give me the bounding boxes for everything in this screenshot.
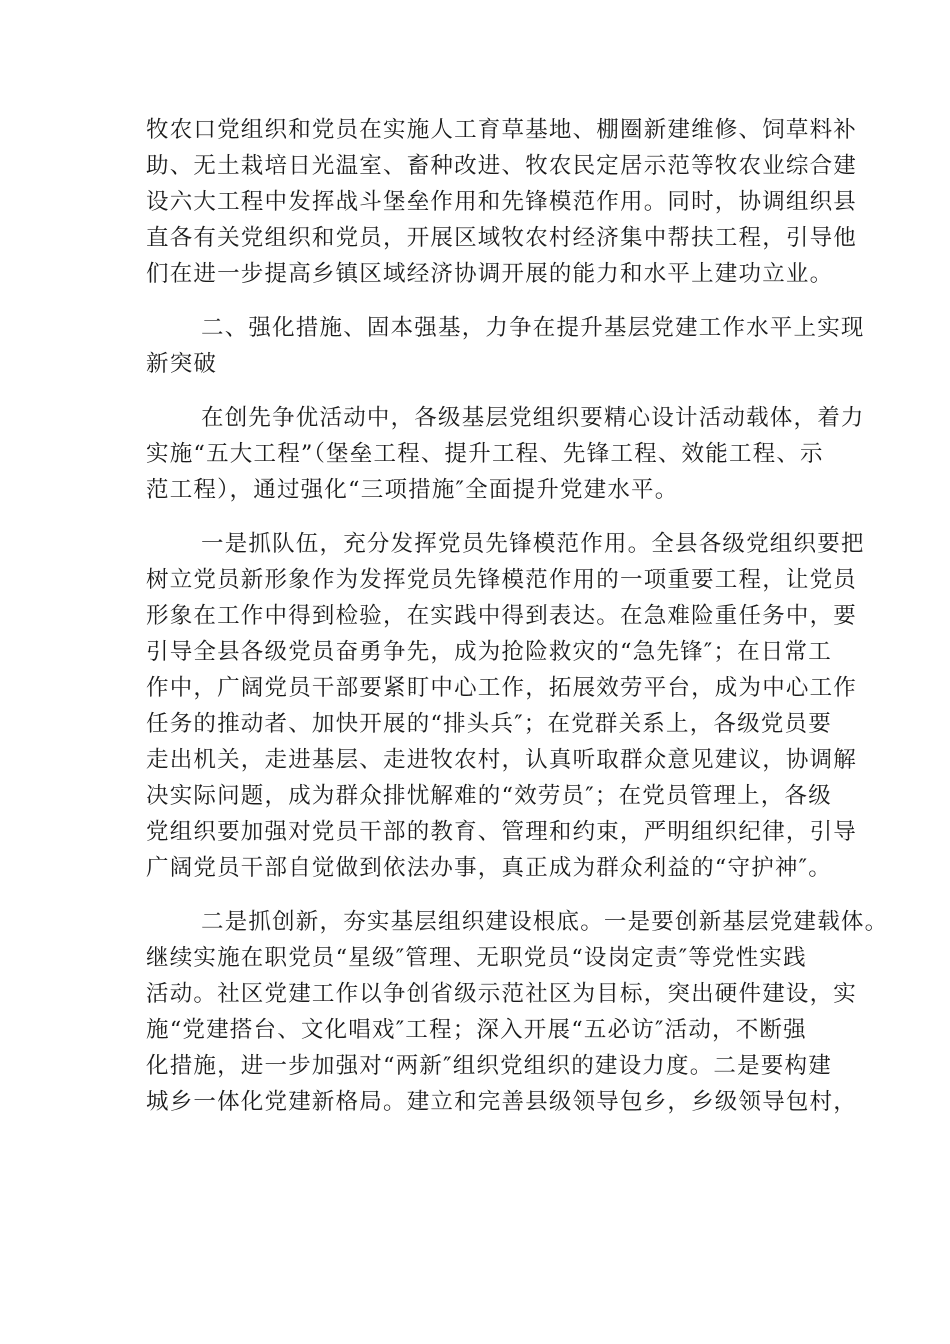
text-line: 形象在工作中得到检验，在实践中得到表达。在急难险重任务中，要 [146, 603, 858, 629]
text-line: 继续实施在职党员“星级″管理、无职党员“设岗定责″等党性实践 [146, 945, 807, 971]
text-line: 广阔党员干部自觉做到依法办事，真正成为群众利益的“守护神″。 [146, 855, 832, 881]
section-heading-line: 新突破 [146, 351, 218, 377]
text-line: 作中，广阔党员干部要紧盯中心工作，拓展效劳平台，成为中心工作 [146, 675, 858, 701]
text-line: 范工程），通过强化“三项措施″全面提升党建水平。 [146, 477, 679, 503]
text-line: 设六大工程中发挥战斗堡垒作用和先锋模范作用。同时，协调组织县 [146, 189, 858, 215]
document-body [146, 112, 889, 1120]
text-line: 任务的推动者、加快开展的“排头兵″；在党群关系上，各级党员要 [146, 711, 832, 737]
text-line: 活动。社区党建工作以争创省级示范社区为目标，突出硬件建设，实 [146, 981, 858, 1007]
text-line: 城乡一体化党建新格局。建立和完善县级领导包乡，乡级领导包村， [146, 1089, 858, 1115]
text-line: 在创先争优活动中，各级基层党组织要精心设计活动载体，着力 [201, 405, 865, 431]
section-heading-line: 二、强化措施、固本强基，力争在提升基层党建工作水平上实现 [201, 315, 865, 341]
text-line: 引导全县各级党员奋勇争先，成为抢险救灾的“急先锋″；在日常工 [146, 639, 832, 665]
text-line: 直各有关党组织和党员，开展区域牧农村经济集中帮扶工程，引导他 [146, 225, 858, 251]
text-line: 走出机关，走进基层、走进牧农村，认真听取群众意见建议，协调解 [146, 747, 858, 773]
text-line: 一是抓队伍，充分发挥党员先锋模范作用。全县各级党组织要把 [201, 531, 865, 557]
text-line: 化措施，进一步加强对“两新″组织党组织的建设力度。二是要构建 [146, 1053, 832, 1079]
text-line: 实施“五大工程”（堡垒工程、提升工程、先锋工程、效能工程、示 [146, 441, 824, 467]
text-line: 助、无土栽培日光温室、畜种改进、牧农民定居示范等牧农业综合建 [146, 153, 858, 179]
text-line: 树立党员新形象作为发挥党员先锋模范作用的一项重要工程，让党员 [146, 567, 858, 593]
text-line: 牧农口党组织和党员在实施人工育草基地、棚圈新建维修、饲草料补 [146, 117, 858, 143]
text-line: 二是抓创新，夯实基层组织建设根底。一是要创新基层党建载体。 [201, 909, 889, 935]
text-line: 施“党建搭台、文化唱戏″工程；深入开展“五必访″活动，不断强 [146, 1017, 807, 1043]
text-line: 们在进一步提高乡镇区域经济协调开展的能力和水平上建功立业。 [146, 261, 834, 287]
text-line: 党组织要加强对党员干部的教育、管理和约束，严明组织纪律，引导 [146, 819, 858, 845]
text-line: 决实际问题，成为群众排忧解难的“效劳员″；在党员管理上，各级 [146, 783, 832, 809]
